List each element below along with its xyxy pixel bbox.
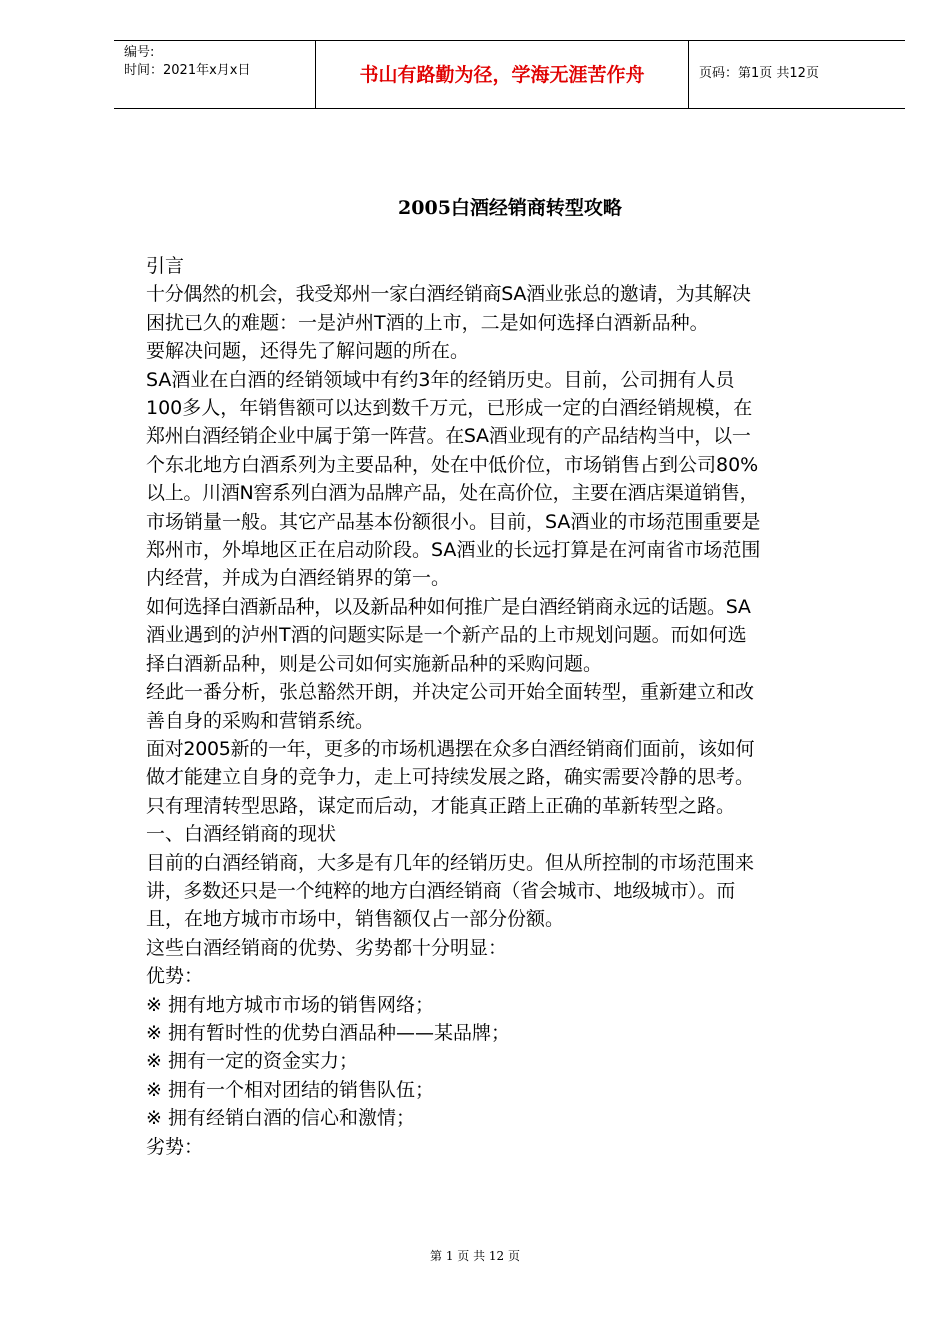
body-line: 择白酒新品种，则是公司如何实施新品种的采购问题。 <box>146 652 603 675</box>
list-item: ※ 拥有一个相对团结的销售队伍； <box>146 1078 434 1101</box>
body-line: 只有理清转型思路，谋定而后动，才能真正踏上正确的革新转型之路。 <box>146 794 736 817</box>
body-line: 以上。川酒N窖系列白酒为品牌产品，处在高价位，主要在酒店渠道销售， <box>146 482 759 505</box>
page-header <box>114 40 905 109</box>
body-line: 讲，多数还只是一个纯粹的地方白酒经销商（省会城市、地级城市）。而 <box>146 879 735 902</box>
header-motto-cell <box>316 41 689 108</box>
body-line: 这些白酒经销商的优势、劣势都十分明显： <box>146 936 508 959</box>
document-number-label: 编号: <box>124 45 155 60</box>
body-line: 困扰已久的难题：一是泸州T酒的上市，二是如何选择白酒新品种。 <box>146 311 709 334</box>
body-line: 经此一番分析，张总豁然开朗，并决定公司开始全面转型，重新建立和改 <box>146 681 755 704</box>
body-line: 酒业遇到的泸州T酒的问题实际是一个新产品的上市规划问题。而如何选 <box>146 624 747 647</box>
body-line: 且，在地方城市市场中，销售额仅占一部分份额。 <box>146 908 565 931</box>
list-item: ※ 拥有地方城市市场的销售网络； <box>146 993 434 1016</box>
header-page-cell <box>689 41 905 108</box>
list-item: ※ 拥有一定的资金实力； <box>146 1050 358 1073</box>
header-motto: 书山有路勤为径，学海无涯苦作舟 <box>359 64 645 86</box>
header-meta-cell <box>114 41 316 108</box>
body-line: 面对2005新的一年，更多的市场机遇摆在众多白酒经销商们面前，该如何 <box>146 737 755 760</box>
body-line: 郑州市，外埠地区正在启动阶段。SA酒业的长远打算是在河南省市场范围 <box>146 539 761 562</box>
body-line: SA酒业在白酒的经销领域中有约3年的经销历史。目前，公司拥有人员 <box>146 368 735 391</box>
body-line: 内经营，并成为白酒经销界的第一。 <box>146 567 451 590</box>
body-line: 目前的白酒经销商，大多是有几年的经销历史。但从所控制的市场范围来 <box>146 851 755 874</box>
body-line: 如何选择白酒新品种，以及新品种如何推广是白酒经销商永远的话题。SA <box>146 595 751 618</box>
body-line: 做才能建立自身的竞争力，走上可持续发展之路，确实需要冷静的思考。 <box>146 766 755 789</box>
body-line: 善自身的采购和营销系统。 <box>146 709 375 732</box>
list-item: ※ 拥有暂时性的优势白酒品种——某品牌； <box>146 1021 510 1044</box>
header-page-info: 页码：第1页 共12页 <box>699 66 819 81</box>
section-heading: 一、白酒经销商的现状 <box>146 823 337 846</box>
document-body <box>146 252 886 1161</box>
body-line: 郑州白酒经销企业中属于第一阵营。在SA酒业现有的产品结构当中，以一 <box>146 425 751 448</box>
body-line: 劣势： <box>146 1135 204 1158</box>
body-line: 市场销量一般。其它产品基本份额很小。目前，SA酒业的市场范围重要是 <box>146 510 761 533</box>
body-line: 十分偶然的机会，我受郑州一家白酒经销商SA酒业张总的邀请，为其解决 <box>146 283 751 306</box>
body-line: 100多人，年销售额可以达到数千万元，已形成一定的白酒经销规模，在 <box>146 397 753 420</box>
body-line: 个东北地方白酒系列为主要品种，处在中低价位，市场销售占到公司80% <box>146 453 759 476</box>
document-date-label: 时间：2021年x月x日 <box>124 63 251 78</box>
page-footer: 第 1 页 共 12 页 <box>430 1249 520 1263</box>
body-line: 要解决问题，还得先了解问题的所在。 <box>146 340 470 363</box>
body-line: 引言 <box>146 255 185 277</box>
body-line: 优势： <box>146 965 204 988</box>
document-title: 2005白酒经销商转型攻略 <box>398 197 622 219</box>
list-item: ※ 拥有经销白酒的信心和激情； <box>146 1107 415 1130</box>
